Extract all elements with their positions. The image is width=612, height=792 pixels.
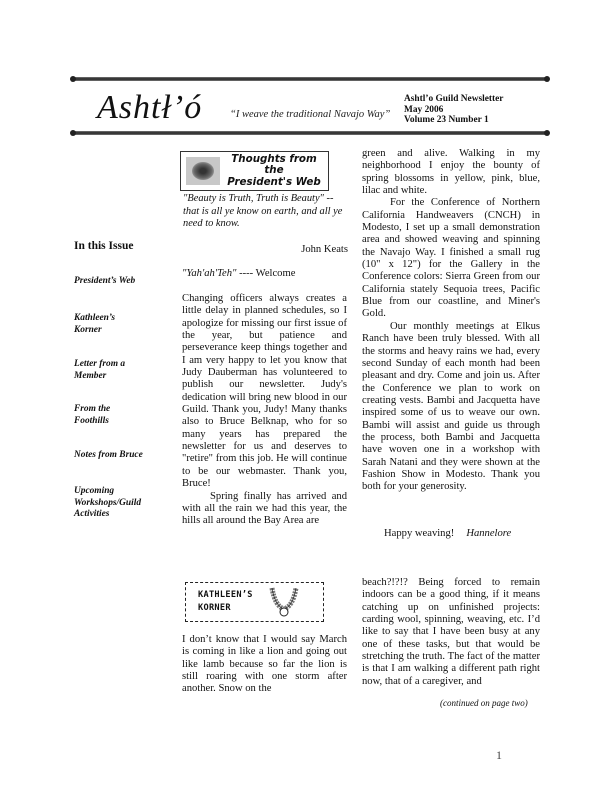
signoff <box>384 528 511 539</box>
newsletter-name: Ashtl’o Guild Newsletter <box>404 94 504 104</box>
banner-title-line2: President's Web <box>227 175 321 188</box>
kathleens-korner-banner <box>185 582 324 622</box>
banner-title-line1: Thoughts from the <box>231 152 317 177</box>
presidents-web-banner <box>180 151 329 191</box>
tagline: “I weave the traditional Navajo Way” <box>230 109 391 120</box>
issue-date: May 2006 <box>404 104 444 115</box>
welcome-native: "Yah'ah'Teh" <box>182 268 237 279</box>
paragraph: For the Conference of Northern California Handweavers (CNCH) in Modesto, I set up a small demonstration area and showed weaving and spinning the Navajo Way. I finished a small rug (10" x 12") for the Gallery in the Conference colors: Sierra Green from our California stately Sequoia trees, Pacific Blue from our coastline, and Miner's Gold. <box>362 197 540 320</box>
banner-title-line1: KATHLEEN’S <box>198 590 253 600</box>
toc-item-from-the-foothills[interactable]: From the Foothills <box>74 404 111 426</box>
welcome-line <box>182 268 295 279</box>
paragraph: I don’t know that I would say March is coming in like a lion and going out like lamb because so far the lion is still roaring with one storm after another. Snow on the <box>182 634 347 695</box>
header-rule-bottom <box>72 131 548 135</box>
paragraph: beach?!?!? Being forced to remain indoors can be a good thing, if it means catching up on unfinished projects: carding wool, spinning, weaving, etc. I’d like to say that I have been busy at any one of these tasks, but that would be stretching the truth. The fact of the matter is that I am walking a different path right now, that of a caregiver, and <box>362 577 540 687</box>
signoff-text: Happy weaving! <box>384 528 455 539</box>
toc-heading: In this Issue <box>74 240 134 252</box>
toc-item-notes-from-bruce[interactable]: Notes from Bruce <box>74 450 143 460</box>
paragraph: Spring finally has arrived and with all the rain we had this year, the hills all around the Bay Area are <box>182 490 347 527</box>
presidents-web-col2 <box>362 148 540 494</box>
kathleens-korner-col2 <box>362 577 540 688</box>
banner-title-line2: KORNER <box>198 603 231 613</box>
toc-item-upcoming-workshops[interactable]: Upcoming Workshops/Guild Activities <box>74 486 142 519</box>
toc-item-letter-from-member[interactable]: Letter from a Member <box>74 359 126 381</box>
kathleens-korner-title <box>198 589 253 615</box>
necklace-icon <box>269 586 299 618</box>
paragraph: Changing officers always creates a little delay in planned schedules, so I apologize for missing our first issue of the year, but patience and perseverance keep things together and I am very happy to let you know that Judy Dauberman has volunteered to publish our newsletter. Judy's dedication will bring new blood in our Guild. Thank you, Judy! Many thanks also to Bruce Belknap, who for so many years has prepared the newsletter for us and deserves to "retire" from this job. He will continue to be our webmaster. Thank you, Bruce! <box>182 293 347 490</box>
presidents-web-col1 <box>182 293 347 528</box>
toc-item-presidents-web[interactable]: President’s Web <box>74 276 136 286</box>
header-rule-top <box>72 77 548 81</box>
masthead-title: Ashtł’ó <box>97 89 203 126</box>
welcome-text: ---- Welcome <box>236 268 296 279</box>
keats-quote: "Beauty is Truth, Truth is Beauty" -- that is all ye know on earth, and all ye need to know. <box>183 193 343 229</box>
signoff-name: Hannelore <box>466 528 512 539</box>
continued-note[interactable]: (continued on page two) <box>440 698 528 708</box>
issue-volume: Volume 23 Number 1 <box>404 115 489 125</box>
paragraph: green and alive. Walking in my neighborhood I enjoy the bounty of spring blossoms in yellow, pink, blue, lilac and white. <box>362 148 540 197</box>
toc-item-kathleens-korner[interactable]: Kathleen’s Korner <box>74 313 115 335</box>
quote-author: John Keats <box>301 244 348 255</box>
table-of-contents <box>74 240 164 519</box>
issue-info <box>404 94 503 126</box>
paragraph: Our monthly meetings at Elkus Ranch have been truly blessed. With all the storms and heavy rains we had, every second Sunday of each month had been pleasant and dry. Come and join us. After the Conference we plan to work on creating vests. Bambi and Jacquetta have inspired some of us to weave our own. Bambi will assist and guide us through the process, both Bambi and Jacquetta have woven one in a workshop with Sarah Natani and they were shown at the Fashion Show in Modesto. Thank you both for your generosity. <box>362 320 540 493</box>
spider-web-icon <box>186 157 220 185</box>
kathleens-korner-col1 <box>182 634 347 696</box>
presidents-web-banner-title <box>220 154 328 189</box>
page-number: 1 <box>496 748 502 762</box>
